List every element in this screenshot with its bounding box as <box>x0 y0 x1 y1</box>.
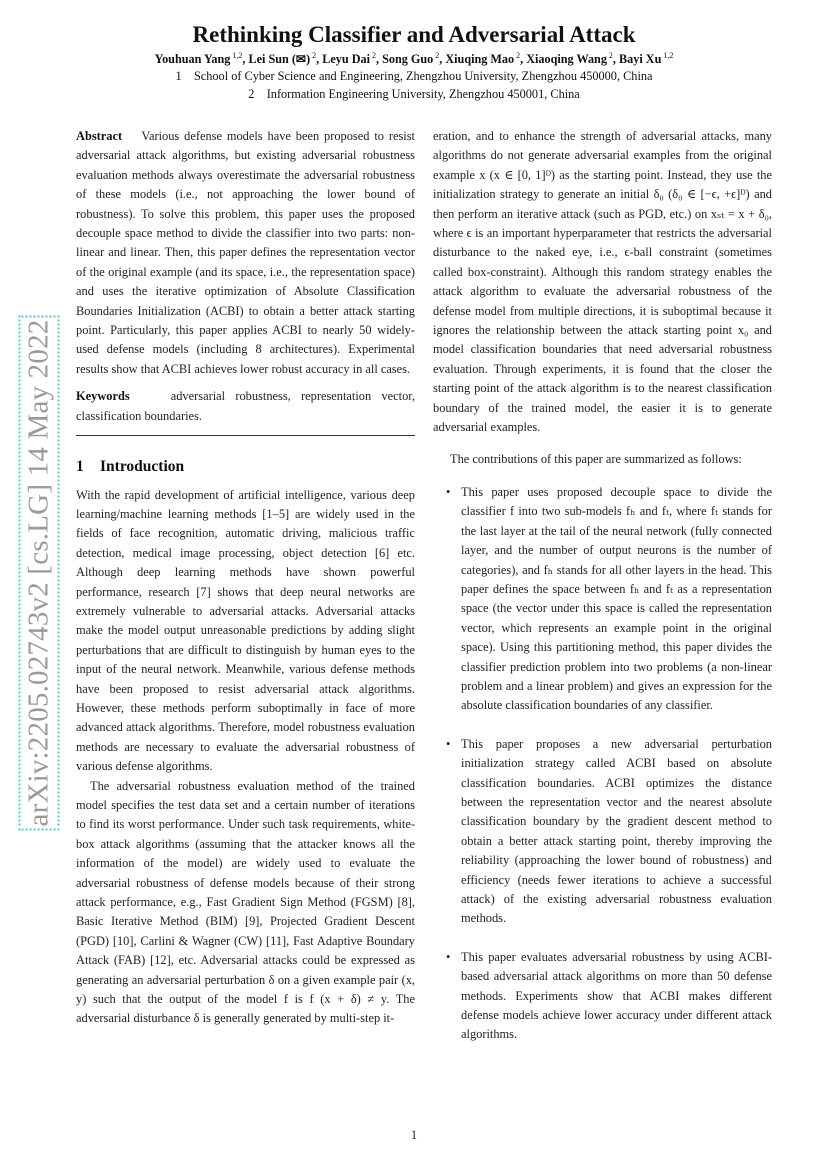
author-affiliation-marker: 1,2 <box>230 51 243 60</box>
affiliation-2: 2 Information Engineering University, Zhengzhou 450001, China <box>248 87 580 101</box>
keywords-text: adversarial robustness, representation vector, classification boundaries. <box>76 389 416 423</box>
author-separator: , <box>316 52 323 67</box>
affiliation-1: 1 School of Cyber Science and Engineering, Zhengzhou University, Zhengzhou 450000, China <box>175 69 653 83</box>
intro-paragraph-2: The adversarial robustness evaluation method of the trained model specifies the test data set and a certain number of iterations to find its worst performance. Under such task requirements, white-box attack algorithms (assuming that the attacker knows all the information of the model) are widely used to evaluate the adversarial robustness of defense models because of their strong attack performance, e.g., Fast Gradient Sign Method (FGSM) [8], Basic Iterative Method (BIM) [9], Projected Gradient Descent (PGD) [10], Carlini & Wagner (CW) [11], Fast Adaptive Boundary Attack (FAB) [12], etc. Adversarial attacks could be expressed as generating an adversarial perturbation δ on a given example pair (x, y) such that the output of the model f is f (x + δ) ≠ y. The adversarial disturbance δ is generally generated by multi-step it- <box>76 778 415 1026</box>
author-name: Leyu Dai <box>322 52 371 67</box>
author-affiliation-marker: 2 <box>606 51 613 60</box>
author-separator: , <box>439 52 446 67</box>
author-affiliation-marker: 1,2 <box>661 51 674 60</box>
author-list <box>0 51 828 67</box>
section-heading <box>76 457 415 476</box>
author-name: Bayi Xu <box>619 52 662 67</box>
bullet-icon: • <box>446 949 451 964</box>
author-name: Lei Sun (✉) <box>248 52 311 67</box>
bullet-icon: • <box>446 736 451 751</box>
section-title: Introduction <box>100 458 185 476</box>
list-item <box>433 483 772 716</box>
keywords-label: Keywords <box>76 389 130 404</box>
left-column <box>76 127 415 1029</box>
arxiv-identifier-link[interactable]: arXiv:2205.02743v2 [cs.LG] 14 May 2022 <box>22 319 55 827</box>
author-affiliation-marker: 2 <box>310 51 317 60</box>
author-separator: , <box>612 52 620 67</box>
author-separator: , <box>242 52 249 67</box>
list-item <box>433 948 772 1045</box>
section-number: 1 <box>76 458 84 476</box>
author-separator: , <box>520 52 527 67</box>
right-column <box>433 127 772 1064</box>
author-name: Xiuqing Mao <box>445 52 515 67</box>
author-name: Youhuan Yang <box>154 52 231 67</box>
author-name: Xiaoqing Wang <box>526 52 607 67</box>
author-affiliation-marker: 2 <box>370 51 377 60</box>
contributions-list <box>433 483 772 1045</box>
contribution-text: This paper proposes a new adversarial perturbation initialization strategy called ACBI based on absolute classification boundaries. ACBI optimizes the distance between the representation vector and the nearest absolute classification boundary by the gradient descent method to obtain a better attack starting point, thereby improving the reliability (approaching the lower bound of robustness) and efficiency (needs fewer iterations to achieve a successful attack) of the existing adversarial robustness evaluation methods. <box>461 736 772 926</box>
paper-title: Rethinking Classifier and Adversarial Attack <box>192 22 636 47</box>
keywords <box>76 387 415 426</box>
intro-paragraph-3: eration, and to enhance the strength of adversarial attacks, many algorithms do not generate adversarial examples from the original example x (x ∈ [0, 1]ᴰ) as the starting point. Instead, they use the initialization strategy to generate an initial δ₀ (δ₀ ∈ [−ϵ, +ϵ]ᴰ) and then perform an iterative attack (such as PGD, etc.) on xₛₜ = x + δ₀, where ϵ is an important hyperparameter that restricts the adversarial disturbance to the naked eye, i.e., ϵ-ball constraint (sometimes called box-constraint). Although this random strategy enables the attack algorithm to evaluate the adversarial robustness of the defense model from multiple directions, it is suboptimal because it ignores the relationship between the attack starting point x₀ and model classification boundaries that need adversarial robustness evaluation. Through experiments, it is found that the closer the starting point of the attack algorithm is to the nearest classification boundary of the trained model, the easier it is to generate adversarial examples. <box>433 129 772 435</box>
contribution-text: This paper evaluates adversarial robustness by using ACBI-based adversarial attack algorithms on more than 50 defense methods. Experiments show that ACBI makes different defense models achieve lower accuracy under different attack algorithms. <box>461 949 772 1042</box>
contribution-text: This paper uses proposed decouple space to divide the classifier f into two sub-models fₕ and fₜ, where fₜ stands for the last layer at the tail of the neural network (fully connected layer, and the number of output neurons is the number of categories), and fₕ stands for all other layers in the head. This paper defines the space between fₕ and fₜ as a representation space (the vector under this space is called the representation vector, which represents an example point in the original space). Using this partitioning method, this paper divides the classifier prediction problem into two problems (a non-linear problem and a linear problem) and gives an expression for the absolute classification boundaries of any classifier. <box>461 484 772 713</box>
page-number: 1 <box>410 1128 418 1142</box>
author-affiliation-marker: 2 <box>514 51 521 60</box>
intro-paragraph-1: With the rapid development of artificial intelligence, various deep learning/machine learning methods [1–5] are widely used in the fields of face recognition, automatic driving, malicious traffic detection, medical image processing, object detection [6] etc. Although deep learning methods have shown powerful performance, research [7] shows that deep neural networks are extremely vulnerable to adversarial attacks. Adversarial attacks make the model output unreasonable predictions by adding slight perturbations that are difficult to distinguish by human eyes to the input of the neural network. Meanwhile, various defense methods have been proposed to resist adversarial attack algorithms. However, these methods perform suboptimally in face of more advanced attack algorithms. Therefore, model robustness evaluation methods are necessary to evaluate the adversarial robustness of various defense algorithms. <box>76 487 415 774</box>
list-item <box>433 735 772 929</box>
author-separator: , <box>376 52 383 67</box>
section-divider <box>76 435 415 436</box>
abstract-text: Various defense models have been proposed to resist adversarial attack algorithms, but existing adversarial robustness evaluation methods always overestimate the adversarial robustness of these models (i.e., not approaching the lower bound of robustness). To solve this problem, this paper uses the proposed decouple space method to divide the classifier into two parts: non-linear and linear. Then, this paper defines the representation vector of the original example (and its space, i.e., the representation space) and uses the iterative optimization of Absolute Classification Boundaries Initialization (ACBI) to obtain a better attack starting point. Particularly, this paper applies ACBI to nearly 50 widely-used defense models (including 8 architectures). Experimental results show that ACBI achieves lower robust accuracy in all cases. <box>76 129 415 376</box>
arxiv-watermark <box>14 318 64 828</box>
abstract <box>76 127 415 379</box>
author-affiliation-marker: 2 <box>433 51 440 60</box>
contributions-intro: The contributions of this paper are summarized as follows: <box>450 451 742 466</box>
abstract-label: Abstract <box>76 129 123 143</box>
bullet-icon: • <box>446 484 451 499</box>
author-name: Song Guo <box>382 52 434 67</box>
